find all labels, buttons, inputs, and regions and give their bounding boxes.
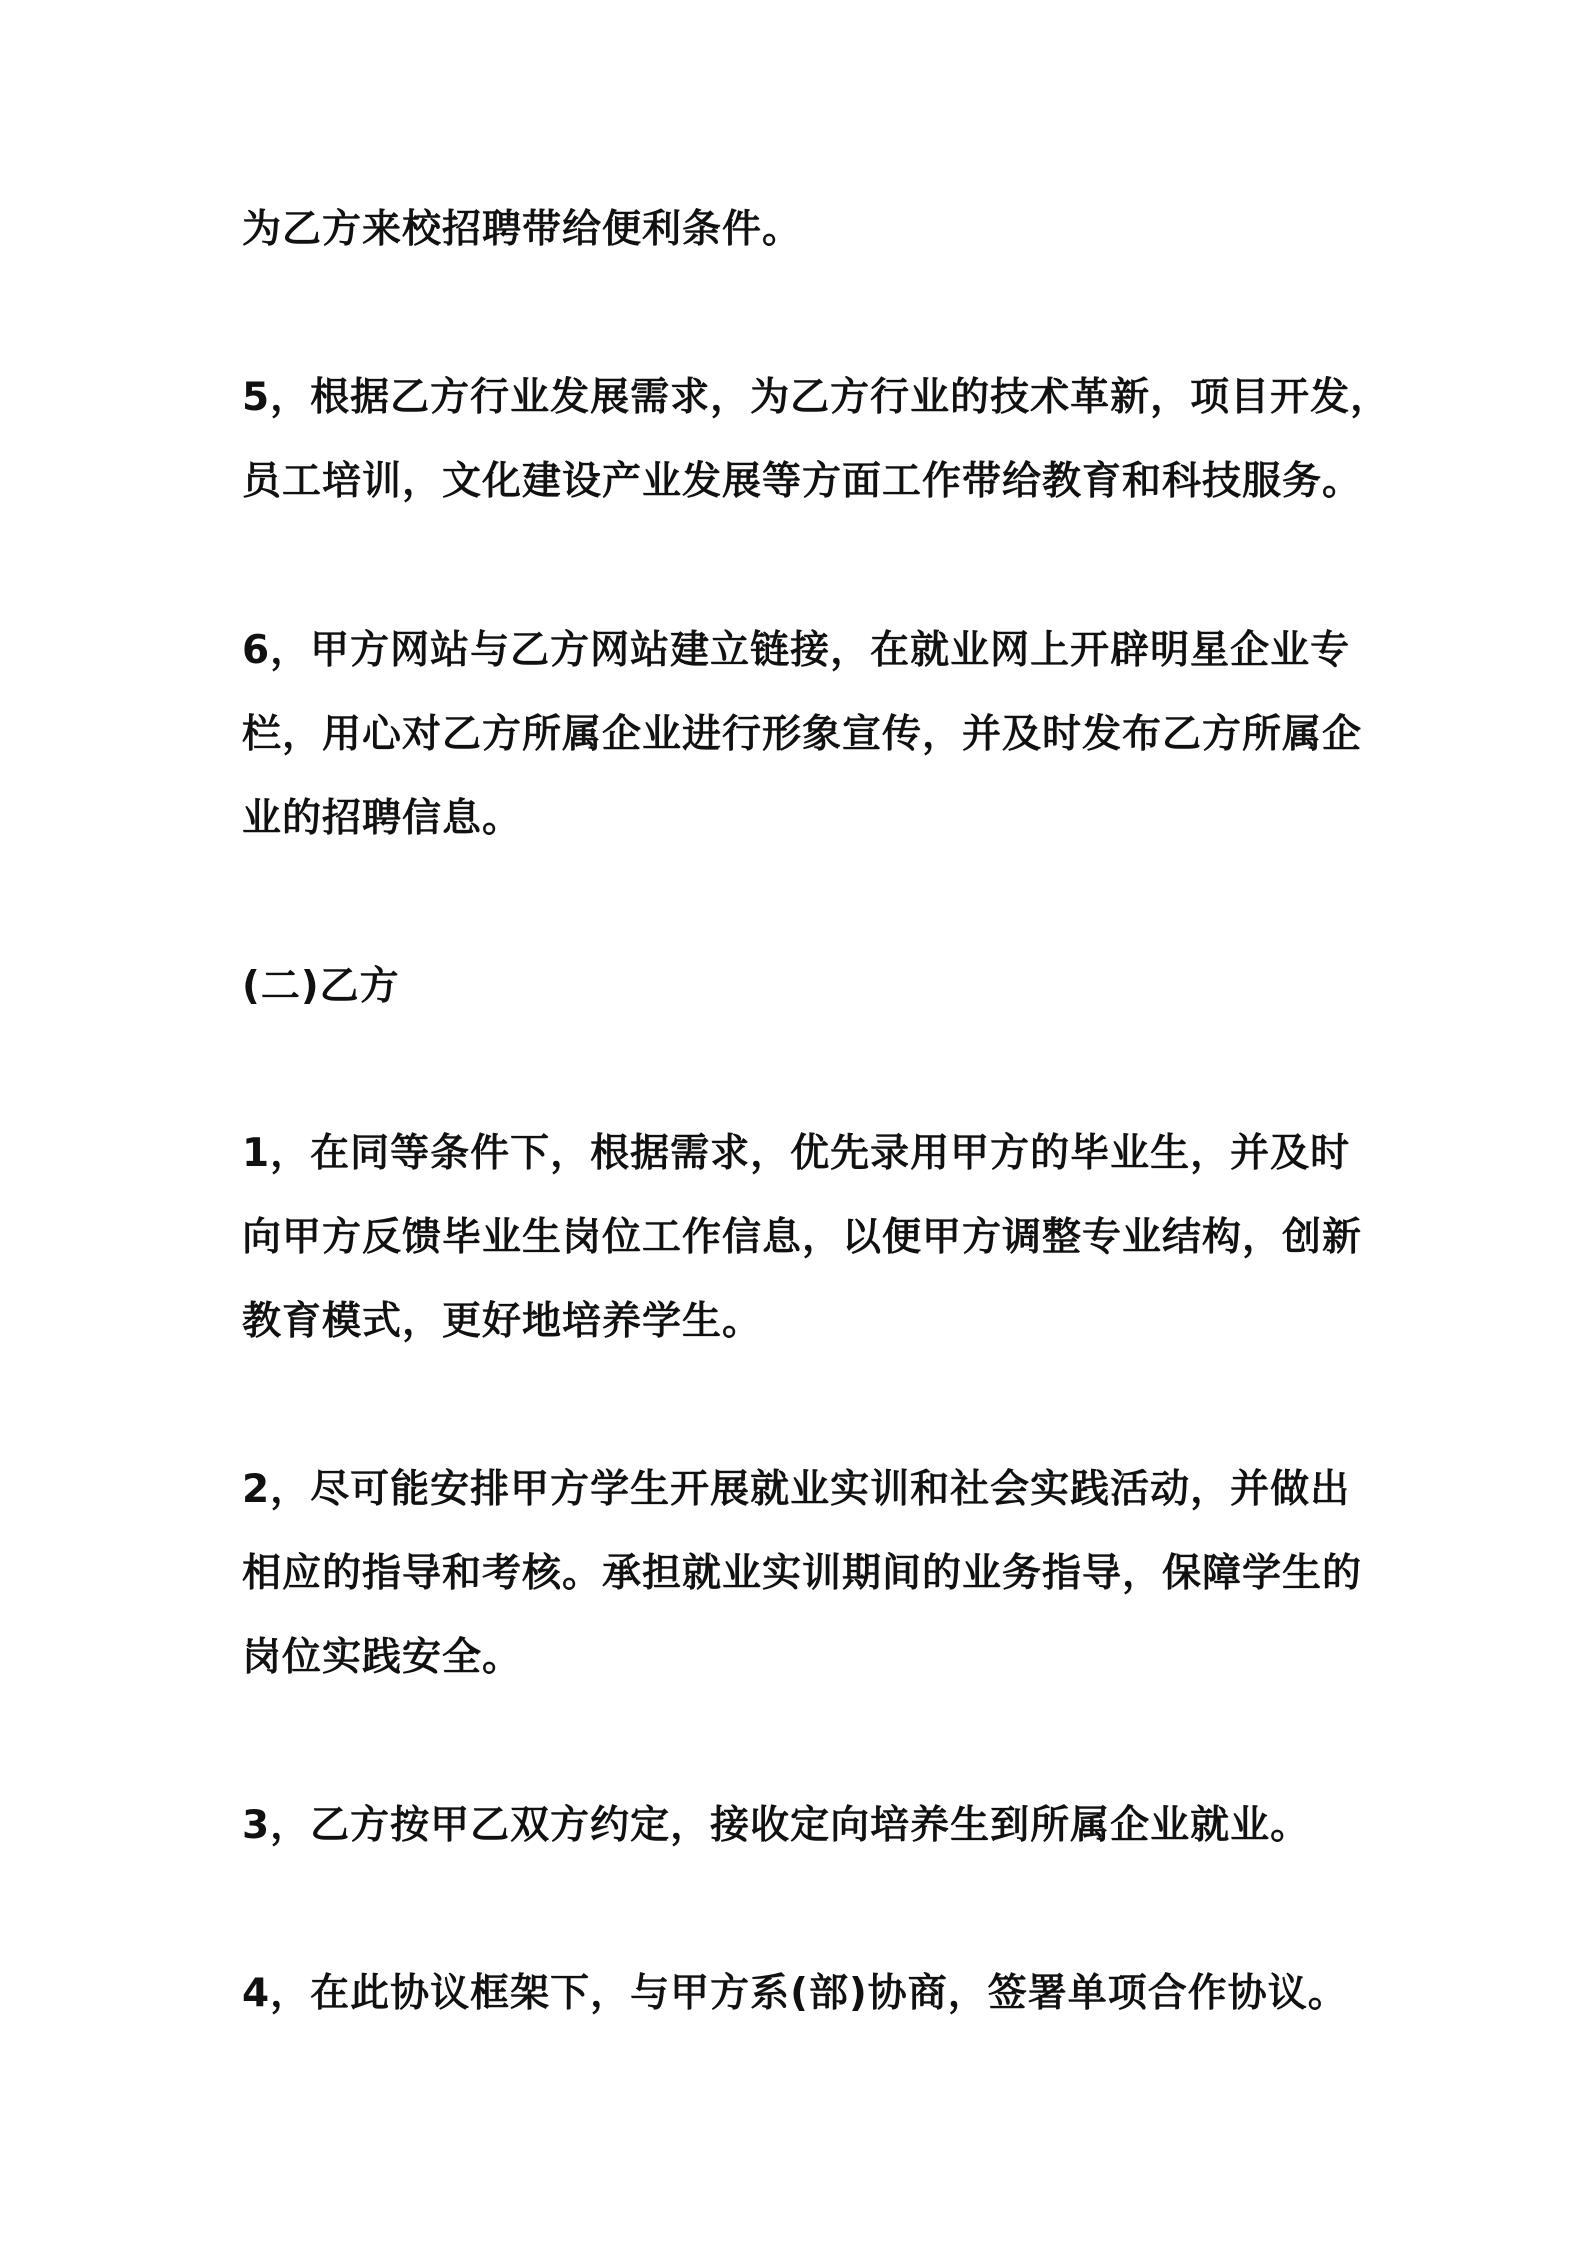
paragraph-continued-line-1: 为乙方来校招聘带给便利条件。 xyxy=(242,207,803,252)
paragraph-b1-line-2: 向甲方反馈毕业生岗位工作信息，以便甲方调整专业结构，创新 xyxy=(242,1215,1363,1260)
section-heading-b: (二)乙方 xyxy=(242,964,400,1009)
paragraph-a5-line-2: 员工培训，文化建设产业发展等方面工作带给教育和科技服务。 xyxy=(242,459,1363,504)
paragraph-b2-line-3: 岗位实践安全。 xyxy=(242,1635,523,1680)
paragraph-b1-line-1: 1，在同等条件下，根据需求，优先录用甲方的毕业生，并及时 xyxy=(242,1131,1351,1176)
paragraph-a6-line-2: 栏，用心对乙方所属企业进行形象宣传，并及时发布乙方所属企 xyxy=(242,712,1363,757)
paragraph-a6-line-3: 业的招聘信息。 xyxy=(242,796,523,841)
paragraph-b3-line-1: 3，乙方按甲乙双方约定，接收定向培养生到所属企业就业。 xyxy=(242,1803,1311,1848)
paragraph-b4-line-1: 4，在此协议框架下，与甲方系(部)协商，签署单项合作协议。 xyxy=(242,1971,1348,2016)
paragraph-a6-line-1: 6，甲方网站与乙方网站建立链接，在就业网上开辟明星企业专 xyxy=(242,628,1351,673)
paragraph-b2-line-2: 相应的指导和考核。承担就业实训期间的业务指导，保障学生的 xyxy=(242,1551,1363,1596)
paragraph-a5-line-1: 5，根据乙方行业发展需求，为乙方行业的技术革新，项目开发， xyxy=(242,375,1391,420)
paragraph-b2-line-1: 2，尽可能安排甲方学生开展就业实训和社会实践活动，并做出 xyxy=(242,1467,1351,1512)
paragraph-b1-line-3: 教育模式，更好地培养学生。 xyxy=(242,1299,763,1344)
